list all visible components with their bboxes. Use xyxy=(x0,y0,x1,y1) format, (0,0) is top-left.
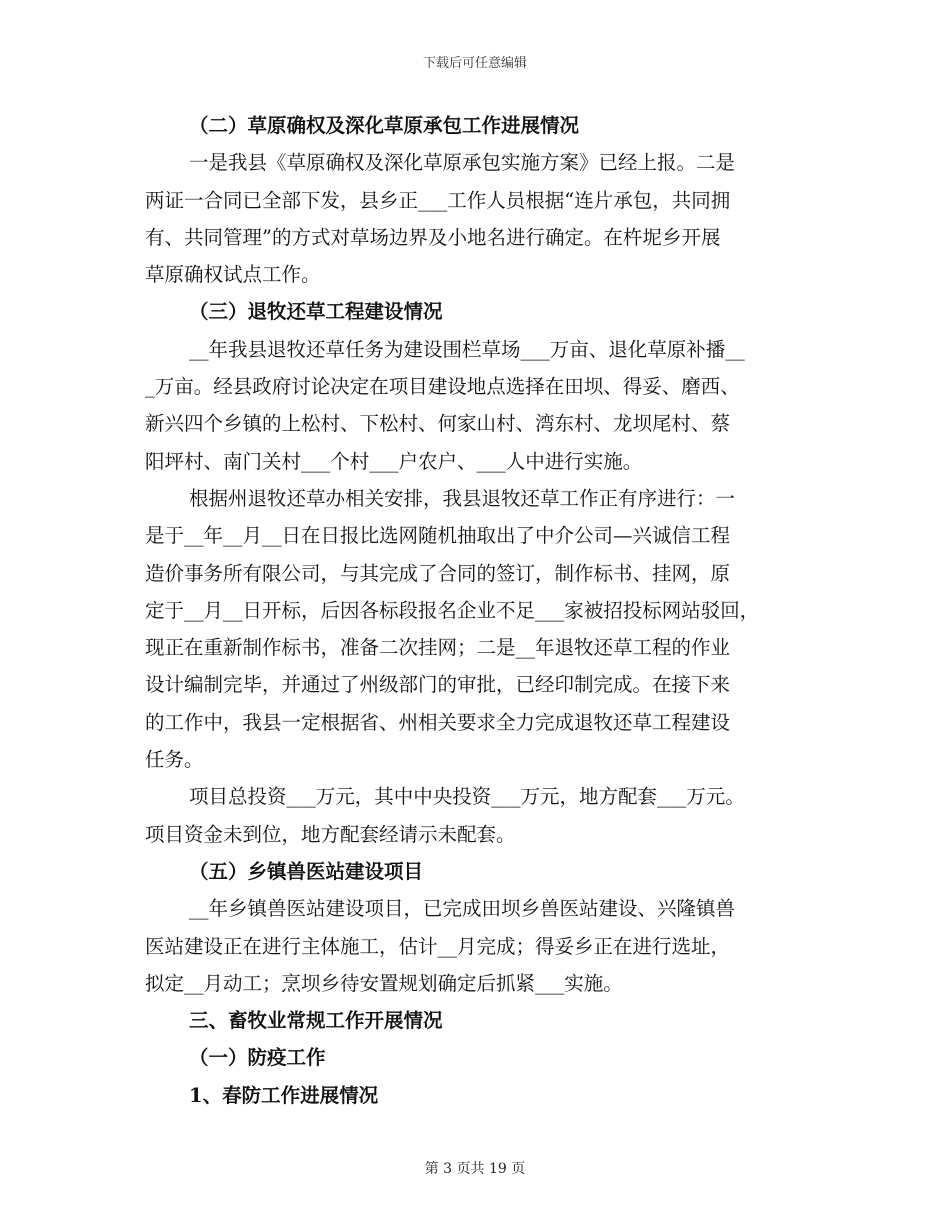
paragraph-line: _万亩。经县政府讨论决定在项目建设地点选择在田坝、得妥、磨西、 xyxy=(145,375,740,399)
document-body xyxy=(145,107,815,1114)
paragraph-line: 项目总投资___万元，其中中央投资___万元，地方配套___万元。 xyxy=(189,785,745,809)
section-heading: （一）防疫工作 xyxy=(189,1046,326,1070)
paragraph-line: 设计编制完毕，并通过了州级部门的审批，已经印制完成。在接下来 xyxy=(145,673,731,697)
paragraph-line: 阳坪村、南门关村___个村___户农户、___人中进行实施。 xyxy=(145,449,643,473)
paragraph-line: 根据州退牧还草办相关安排，我县退牧还草工作正有序进行：一 xyxy=(189,486,736,510)
page-footer: 第 3 页共 19 页 xyxy=(424,1161,526,1177)
section-heading: （二）草原确权及深化草原承包工作进展情况 xyxy=(189,114,580,137)
section-heading: （三）退牧还草工程建设情况 xyxy=(189,300,443,324)
section-heading: 1、春防工作进展情况 xyxy=(189,1083,379,1107)
paragraph-line: 定于__月__日开标，后因各标段报名企业不足___家被招投标网站驳回， xyxy=(145,598,760,622)
paragraph-line: 的工作中，我县一定根据省、州相关要求全力完成退牧还草工程建设 xyxy=(145,710,731,734)
paragraph-line: 拟定__月动工；烹坝乡待安置规划确定后抓紧___实施。 xyxy=(145,971,623,995)
paragraph-line: __年我县退牧还草任务为建设围栏草场___万亩、退化草原补播__ xyxy=(189,337,745,361)
paragraph-line: 有、共同管理”的方式对草场边界及小地名进行确定。在杵坭乡开展 xyxy=(145,225,721,249)
paragraph-line: 造价事务所有限公司，与其完成了合同的签订，制作标书、挂网，原 xyxy=(145,561,731,585)
section-heading: （五）乡镇兽医站建设项目 xyxy=(189,859,424,883)
paragraph-line: 两证一合同已全部下发，县乡正___工作人员根据“连片承包，共同拥 xyxy=(145,188,731,212)
page-header: 下载后可任意编辑 xyxy=(422,56,527,71)
paragraph-line: 是于__年__月__日在日报比选网随机抽取出了中介公司—兴诚信工程 xyxy=(145,524,731,548)
paragraph-line: 一是我县《草原确权及深化草原承包实施方案》已经上报。二是 xyxy=(189,151,736,175)
paragraph-line: __年乡镇兽医站建设项目，已完成田坝乡兽医站建设、兴隆镇兽 xyxy=(189,897,736,921)
paragraph-line: 新兴四个乡镇的上松村、下松村、何家山村、湾东村、龙坝尾村、蔡 xyxy=(145,412,731,436)
section-heading: 三、畜牧业常规工作开展情况 xyxy=(189,1009,443,1033)
paragraph-line: 草原确权试点工作。 xyxy=(145,263,321,287)
paragraph-line: 现正在重新制作标书，准备二次挂网；二是__年退牧还草工程的作业 xyxy=(145,636,731,660)
paragraph-line: 任务。 xyxy=(145,748,204,772)
paragraph-line: 医站建设正在进行主体施工，估计__月完成；得妥乡正在进行选址， xyxy=(145,934,731,958)
paragraph-line: 项目资金未到位，地方配套经请示未配套。 xyxy=(145,822,516,846)
